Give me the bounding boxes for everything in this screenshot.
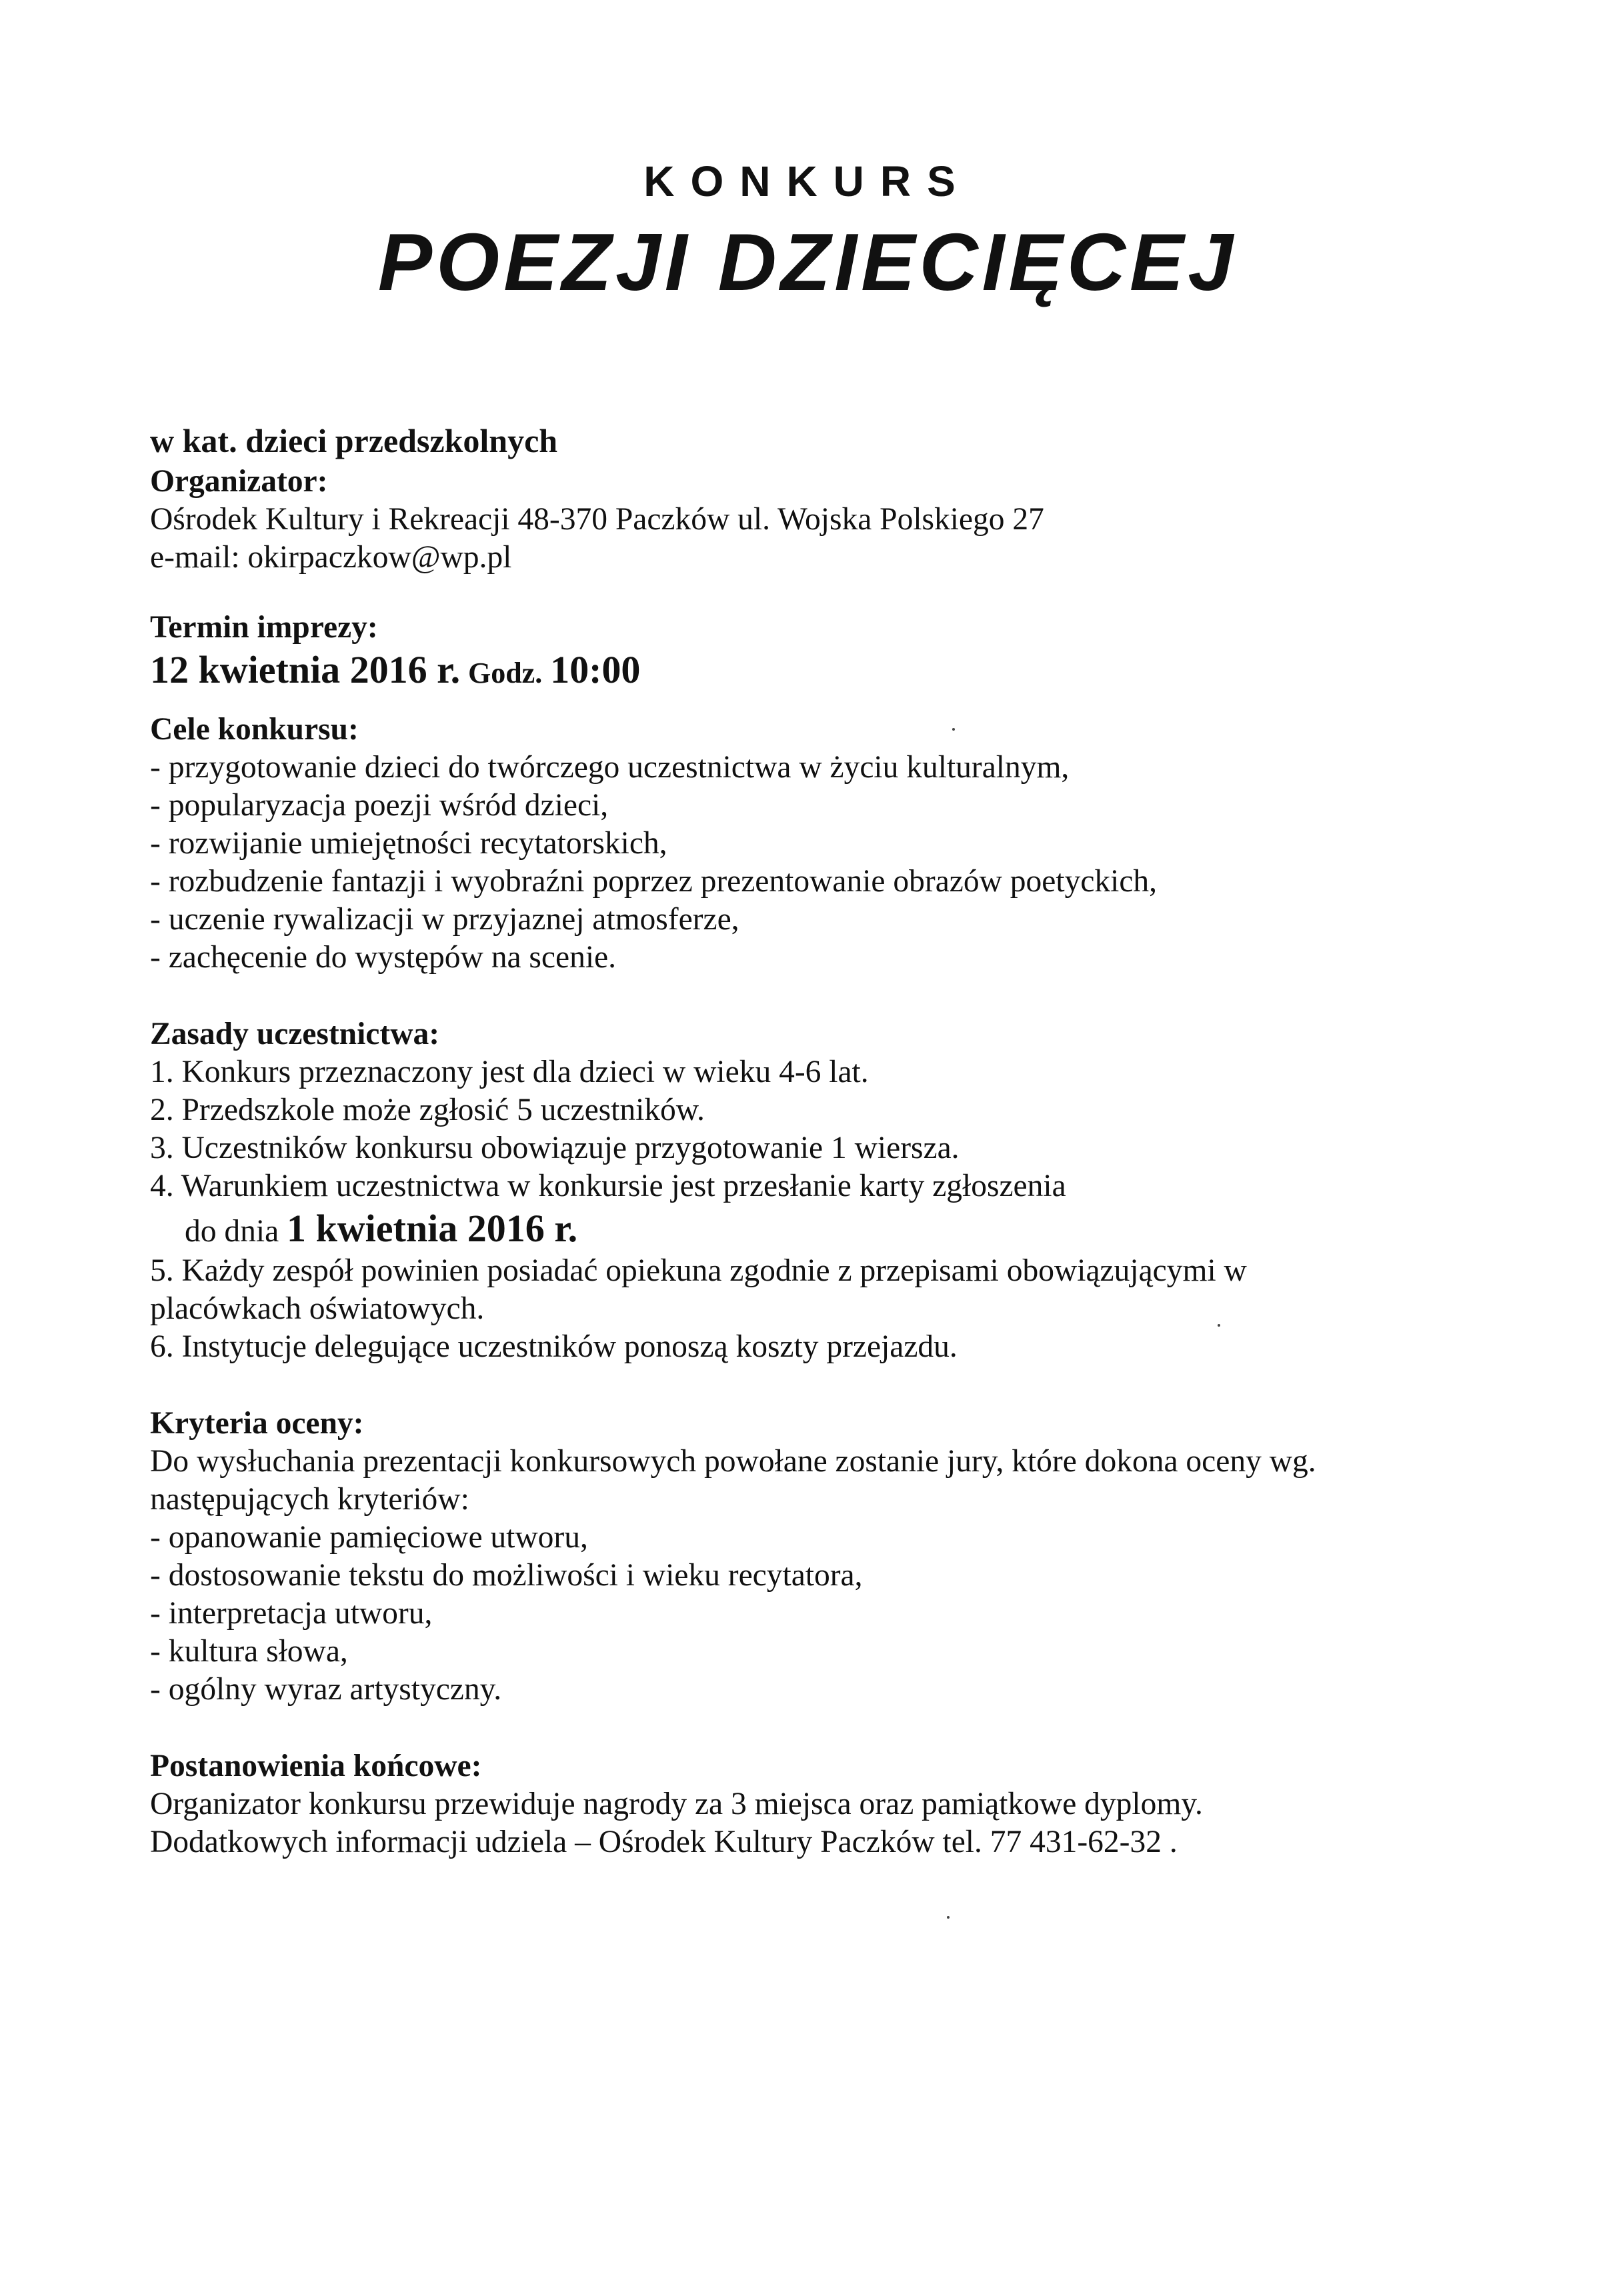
- rule-item-4-deadline: [150, 1205, 1484, 1252]
- scan-speck: [1218, 1324, 1220, 1327]
- goal-item: - popularyzacja poezji wśród dzieci,: [150, 788, 609, 823]
- header-konkurs: KONKURS: [643, 157, 972, 205]
- goal-item: - rozbudzenie fantazji i wyobraźni poprzez prezentowanie obrazów poetyckich,: [150, 864, 1158, 899]
- final-line-2: Dodatkowych informacji udziela – Ośrodek Kultury Paczków tel. 77 431-62-32 .: [150, 1825, 1178, 1859]
- criteria-item: - opanowanie pamięciowe utworu,: [150, 1520, 588, 1555]
- goal-item: - zachęcenie do występów na scenie.: [150, 940, 616, 975]
- final-line-1: Organizator konkursu przewiduje nagrody za 3 miejsca oraz pamiątkowe dyplomy.: [150, 1787, 1203, 1821]
- rule-item-3: 3. Uczestników konkursu obowiązuje przygotowanie 1 wiersza.: [150, 1131, 960, 1165]
- organizer-email: e-mail: okirpaczkow@wp.pl: [150, 540, 512, 575]
- final-heading: Postanowienia końcowe:: [150, 1749, 482, 1783]
- organizer-heading: Organizator:: [150, 464, 328, 499]
- event-date-heading: Termin imprezy:: [150, 610, 378, 645]
- goal-item: - uczenie rywalizacji w przyjaznej atmosferze,: [150, 902, 739, 937]
- header-title: POEZJI DZIECIĘCEJ: [377, 217, 1238, 307]
- deadline-date: 1 kwietnia 2016 r.: [287, 1207, 578, 1250]
- goal-item: - rozwijanie umiejętności recytatorskich,: [150, 826, 667, 861]
- document-body: [150, 419, 1484, 1861]
- scan-speck: [952, 728, 955, 731]
- rule-item-2: 2. Przedszkole może zgłosić 5 uczestników.: [150, 1093, 705, 1127]
- event-time-label: Godz.: [467, 657, 543, 689]
- rule-item-5: 5. Każdy zespół powinien posiadać opiekuna zgodnie z przepisami obowiązującymi w: [150, 1253, 1247, 1288]
- scan-speck: [947, 1916, 950, 1919]
- rule-item-5-cont: placówkach oświatowych.: [150, 1291, 485, 1326]
- goal-item: - przygotowanie dzieci do twórczego uczestnictwa w życiu kulturalnym,: [150, 750, 1070, 785]
- criteria-item: - dostosowanie tekstu do możliwości i wieku recytatora,: [150, 1558, 863, 1593]
- deadline-prefix: do dnia: [185, 1214, 279, 1249]
- category-line: w kat. dzieci przedszkolnych: [150, 422, 558, 459]
- rule-item-1: 1. Konkurs przeznaczony jest dla dzieci w wieku 4-6 lat.: [150, 1055, 869, 1089]
- event-date: 12 kwietnia 2016 r.: [150, 648, 461, 691]
- criteria-item: - kultura słowa,: [150, 1634, 348, 1669]
- event-time: 10:00: [550, 648, 641, 691]
- event-date-line: [150, 647, 1484, 693]
- rules-heading: Zasady uczestnictwa:: [150, 1017, 440, 1051]
- criteria-heading: Kryteria oceny:: [150, 1406, 364, 1441]
- goals-heading: Cele konkursu:: [150, 712, 359, 747]
- criteria-item: - ogólny wyraz artystyczny.: [150, 1672, 502, 1707]
- rule-item-6: 6. Instytucje delegujące uczestników ponoszą koszty przejazdu.: [150, 1329, 958, 1364]
- rule-item-4: 4. Warunkiem uczestnictwa w konkursie jest przesłanie karty zgłoszenia: [150, 1169, 1066, 1203]
- organizer-address: Ośrodek Kultury i Rekreacji 48-370 Paczków ul. Wojska Polskiego 27: [150, 502, 1044, 537]
- criteria-intro: Do wysłuchania prezentacji konkursowych powołane zostanie jury, które dokona oceny wg.: [150, 1444, 1316, 1479]
- criteria-intro-cont: następujących kryteriów:: [150, 1482, 469, 1517]
- criteria-item: - interpretacja utworu,: [150, 1596, 433, 1631]
